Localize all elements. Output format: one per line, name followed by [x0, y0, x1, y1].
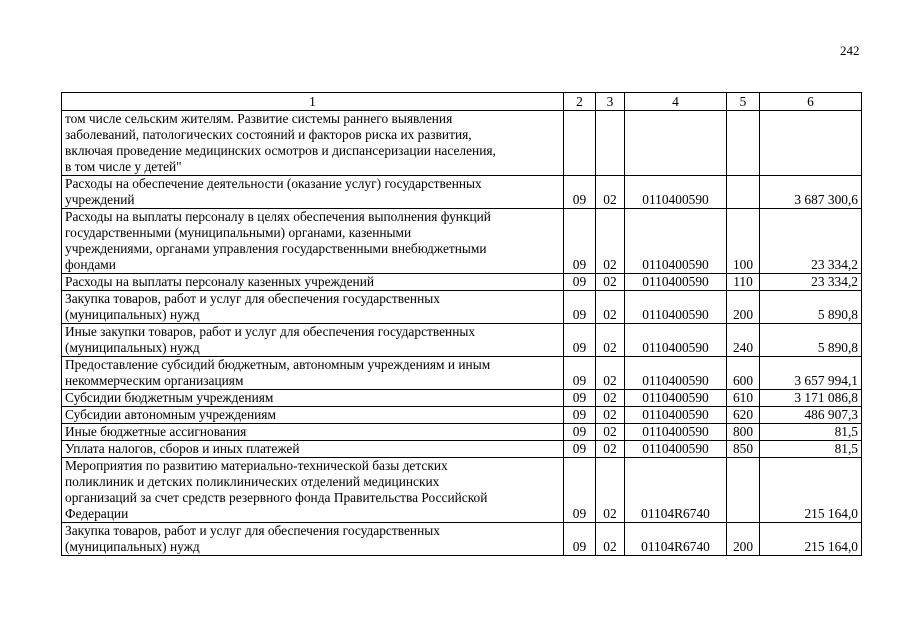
row-name-line: государственными (муниципальными) органами, казенными [65, 225, 412, 240]
table-row [62, 424, 862, 441]
subsection-code-cell: 02 [596, 407, 625, 424]
table-row [62, 324, 862, 357]
target-article-cell: 0110400590 [625, 390, 727, 407]
amount-cell: 5 890,8 [760, 291, 862, 324]
table-row [62, 111, 862, 176]
row-name-cell [62, 209, 564, 274]
row-name-line: том числе сельским жителям. Развитие системы раннего выявления [65, 111, 453, 126]
expense-type-cell: 110 [727, 274, 760, 291]
section-code-cell [564, 111, 596, 176]
table-row [62, 176, 862, 209]
expense-type-cell: 100 [727, 209, 760, 274]
section-code-cell: 09 [564, 274, 596, 291]
header-col-6: 6 [760, 93, 862, 111]
row-name-line: Расходы на выплаты персоналу казенных учреждений [65, 274, 375, 289]
target-article-cell: 0110400590 [625, 324, 727, 357]
section-code-cell: 09 [564, 291, 596, 324]
expense-type-cell: 610 [727, 390, 760, 407]
row-name-cell [62, 357, 564, 390]
row-name-line: учреждениями, органами управления государственными внебюджетными [65, 241, 487, 256]
expense-type-cell: 200 [727, 523, 760, 556]
table-row [62, 291, 862, 324]
row-name-cell [62, 458, 564, 523]
subsection-code-cell: 02 [596, 209, 625, 274]
table-row [62, 209, 862, 274]
row-name-line: Уплата налогов, сборов и иных платежей [65, 441, 300, 456]
row-name-cell [62, 390, 564, 407]
header-col-2: 2 [564, 93, 596, 111]
header-col-3: 3 [596, 93, 625, 111]
section-code-cell: 09 [564, 407, 596, 424]
subsection-code-cell: 02 [596, 291, 625, 324]
subsection-code-cell: 02 [596, 357, 625, 390]
amount-cell: 215 164,0 [760, 458, 862, 523]
row-name-line: Предоставление субсидий бюджетным, автономным учреждениям и иным [65, 357, 491, 372]
section-code-cell: 09 [564, 357, 596, 390]
row-name-line: включая проведение медицинских осмотров и диспансеризации населения, [65, 143, 496, 158]
expense-type-cell: 620 [727, 407, 760, 424]
subsection-code-cell: 02 [596, 176, 625, 209]
amount-cell [760, 111, 862, 176]
amount-cell: 3 687 300,6 [760, 176, 862, 209]
table-row [62, 441, 862, 458]
expense-type-cell [727, 458, 760, 523]
expense-type-cell: 600 [727, 357, 760, 390]
expense-type-cell: 240 [727, 324, 760, 357]
subsection-code-cell: 02 [596, 274, 625, 291]
section-code-cell: 09 [564, 424, 596, 441]
target-article-cell: 0110400590 [625, 291, 727, 324]
row-name-line: Мероприятия по развитию материально-технической базы детских [65, 458, 448, 473]
row-name-cell [62, 523, 564, 556]
table-body [62, 111, 862, 556]
table-row [62, 458, 862, 523]
row-name-line: Субсидии автономным учреждениям [65, 407, 276, 422]
target-article-cell [625, 111, 727, 176]
row-name-line: Федерации [65, 506, 129, 521]
amount-cell: 3 171 086,8 [760, 390, 862, 407]
target-article-cell: 0110400590 [625, 407, 727, 424]
row-name-line: поликлиник и детских поликлинических отделений медицинских [65, 474, 440, 489]
subsection-code-cell: 02 [596, 390, 625, 407]
row-name-line: Закупка товаров, работ и услуг для обеспечения государственных [65, 291, 440, 306]
subsection-code-cell: 02 [596, 523, 625, 556]
amount-cell: 81,5 [760, 424, 862, 441]
target-article-cell: 01104R6740 [625, 523, 727, 556]
row-name-cell [62, 324, 564, 357]
section-code-cell: 09 [564, 324, 596, 357]
row-name-cell [62, 111, 564, 176]
expense-type-cell: 200 [727, 291, 760, 324]
amount-cell: 23 334,2 [760, 209, 862, 274]
target-article-cell: 01104R6740 [625, 458, 727, 523]
subsection-code-cell: 02 [596, 441, 625, 458]
amount-cell: 215 164,0 [760, 523, 862, 556]
target-article-cell: 0110400590 [625, 274, 727, 291]
subsection-code-cell: 02 [596, 424, 625, 441]
page-number: 242 [840, 43, 860, 58]
target-article-cell: 0110400590 [625, 424, 727, 441]
target-article-cell: 0110400590 [625, 357, 727, 390]
row-name-line: Расходы на обеспечение деятельности (оказание услуг) государственных [65, 176, 482, 191]
row-name-line: заболеваний, патологических состояний и факторов риска их развития, [65, 127, 472, 142]
expense-type-cell: 850 [727, 441, 760, 458]
subsection-code-cell [596, 111, 625, 176]
target-article-cell: 0110400590 [625, 441, 727, 458]
table-row [62, 390, 862, 407]
row-name-cell [62, 274, 564, 291]
subsection-code-cell: 02 [596, 458, 625, 523]
row-name-cell [62, 176, 564, 209]
section-code-cell: 09 [564, 458, 596, 523]
row-name-cell [62, 441, 564, 458]
row-name-line: (муниципальных) нужд [65, 539, 200, 554]
table-row [62, 274, 862, 291]
target-article-cell: 0110400590 [625, 176, 727, 209]
table-header-row [62, 93, 862, 111]
row-name-line: фондами [65, 257, 116, 272]
target-article-cell: 0110400590 [625, 209, 727, 274]
row-name-line: Иные закупки товаров, работ и услуг для обеспечения государственных [65, 324, 476, 339]
expense-type-cell [727, 111, 760, 176]
row-name-line: Субсидии бюджетным учреждениям [65, 390, 274, 405]
table-row [62, 407, 862, 424]
row-name-line: Иные бюджетные ассигнования [65, 424, 247, 439]
table-row [62, 523, 862, 556]
section-code-cell: 09 [564, 209, 596, 274]
row-name-line: организаций за счет средств резервного фонда Правительства Российской [65, 490, 488, 505]
row-name-cell [62, 407, 564, 424]
amount-cell: 486 907,3 [760, 407, 862, 424]
amount-cell: 3 657 994,1 [760, 357, 862, 390]
row-name-line: Расходы на выплаты персоналу в целях обеспечения выполнения функций [65, 209, 491, 224]
table-row [62, 357, 862, 390]
section-code-cell: 09 [564, 390, 596, 407]
row-name-line: Закупка товаров, работ и услуг для обеспечения государственных [65, 523, 440, 538]
row-name-line: (муниципальных) нужд [65, 307, 200, 322]
row-name-line: учреждений [65, 192, 135, 207]
expense-type-cell [727, 176, 760, 209]
expense-type-cell: 800 [727, 424, 760, 441]
budget-table [61, 92, 862, 556]
header-col-1: 1 [62, 93, 564, 111]
row-name-cell [62, 291, 564, 324]
amount-cell: 5 890,8 [760, 324, 862, 357]
row-name-line: в том числе у детей" [65, 159, 182, 174]
section-code-cell: 09 [564, 441, 596, 458]
header-col-4: 4 [625, 93, 727, 111]
section-code-cell: 09 [564, 523, 596, 556]
row-name-cell [62, 424, 564, 441]
section-code-cell: 09 [564, 176, 596, 209]
row-name-line: (муниципальных) нужд [65, 340, 200, 355]
subsection-code-cell: 02 [596, 324, 625, 357]
header-col-5: 5 [727, 93, 760, 111]
amount-cell: 23 334,2 [760, 274, 862, 291]
row-name-line: некоммерческим организациям [65, 373, 244, 388]
amount-cell: 81,5 [760, 441, 862, 458]
